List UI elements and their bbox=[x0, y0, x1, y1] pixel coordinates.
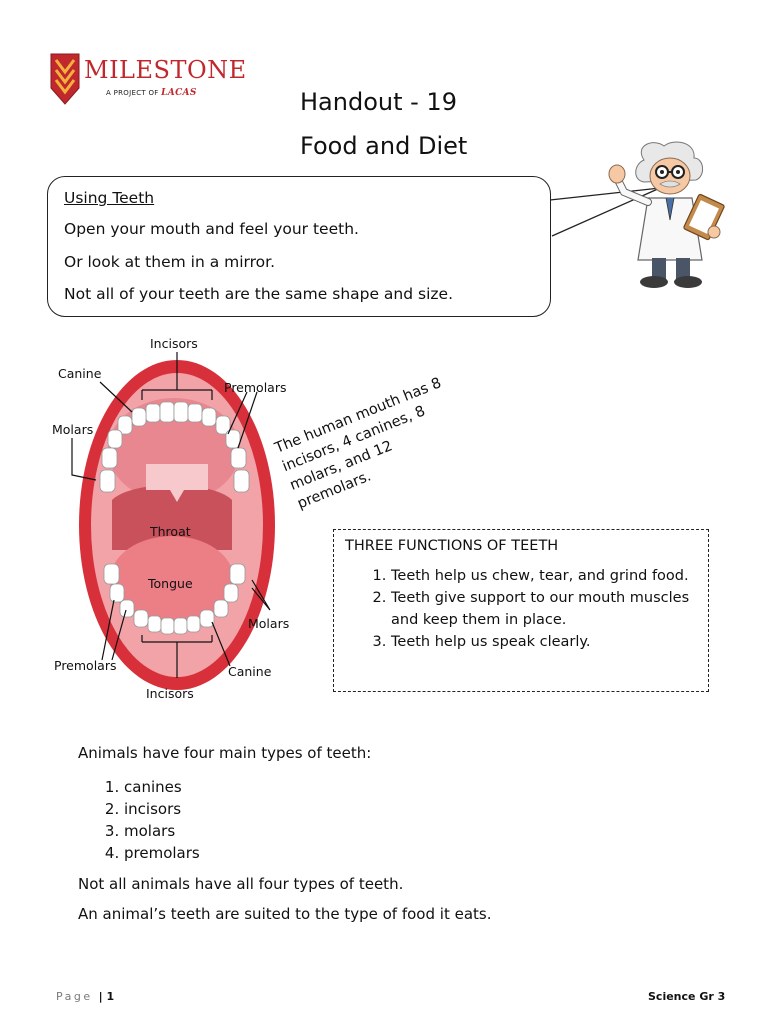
milestone-logo bbox=[50, 52, 247, 108]
animals-line-1: Not all animals have all four types of teeth. bbox=[78, 875, 404, 893]
teeth-type-item: 2. incisors bbox=[124, 798, 200, 820]
footer-subject: Science Gr 3 bbox=[648, 990, 726, 1003]
function-item: 3. Teeth help us speak clearly. bbox=[391, 631, 696, 653]
teeth-type-item: 3. molars bbox=[124, 820, 200, 842]
label-molars-top: Molars bbox=[52, 422, 94, 437]
animals-intro: Animals have four main types of teeth: bbox=[78, 744, 372, 762]
label-incisors-top: Incisors bbox=[150, 336, 198, 351]
label-incisors-bottom: Incisors bbox=[146, 686, 194, 701]
animals-line-2: An animal’s teeth are suited to the type of food it eats. bbox=[78, 905, 492, 923]
bubble-line-1: Open your mouth and feel your teeth. bbox=[64, 220, 359, 238]
handout-topic: Food and Diet bbox=[300, 132, 468, 160]
function-item: 2. Teeth give support to our mouth muscles and keep them in place. bbox=[391, 587, 696, 631]
functions-list bbox=[334, 565, 696, 653]
logo-brand: MILESTONE bbox=[84, 56, 247, 84]
bubble-line-2: Or look at them in a mirror. bbox=[64, 253, 276, 271]
label-throat: Throat bbox=[150, 524, 191, 539]
footer-page-word: Page bbox=[56, 990, 93, 1003]
functions-box bbox=[333, 529, 709, 692]
bubble-line-3: Not all of your teeth are the same shape and size. bbox=[64, 285, 454, 303]
mouth-diagram bbox=[52, 330, 304, 712]
label-tongue: Tongue bbox=[148, 576, 193, 591]
professor-illustration bbox=[604, 140, 742, 298]
logo-subtitle-text: A PROJECT OF bbox=[106, 89, 159, 97]
label-canine-bottom: Canine bbox=[228, 664, 272, 679]
label-premolars-bottom: Premolars bbox=[54, 658, 117, 673]
label-canine-top: Canine bbox=[58, 366, 102, 381]
teeth-type-item: 1. canines bbox=[124, 776, 200, 798]
speech-bubble bbox=[47, 176, 551, 317]
logo-partner: LACAS bbox=[161, 88, 197, 98]
teeth-types-list bbox=[78, 776, 200, 864]
functions-heading: THREE FUNCTIONS OF TEETH bbox=[345, 538, 559, 554]
footer-page bbox=[56, 990, 114, 1003]
handout-number: Handout - 19 bbox=[300, 88, 457, 116]
function-item: 1. Teeth help us chew, tear, and grind food. bbox=[391, 565, 696, 587]
shield-icon bbox=[50, 52, 80, 106]
label-molars-bottom: Molars bbox=[248, 616, 290, 631]
footer-page-number: | 1 bbox=[98, 990, 115, 1003]
teeth-type-item: 4. premolars bbox=[124, 842, 200, 864]
bubble-heading: Using Teeth bbox=[64, 189, 155, 207]
teeth-count-note: The human mouth has 8 incisors, 4 canines, 8 molars, and 12 premolars. bbox=[272, 375, 444, 513]
uvula-highlight bbox=[146, 464, 208, 490]
label-premolars-top: Premolars bbox=[224, 380, 287, 395]
logo-subtitle bbox=[106, 88, 197, 98]
